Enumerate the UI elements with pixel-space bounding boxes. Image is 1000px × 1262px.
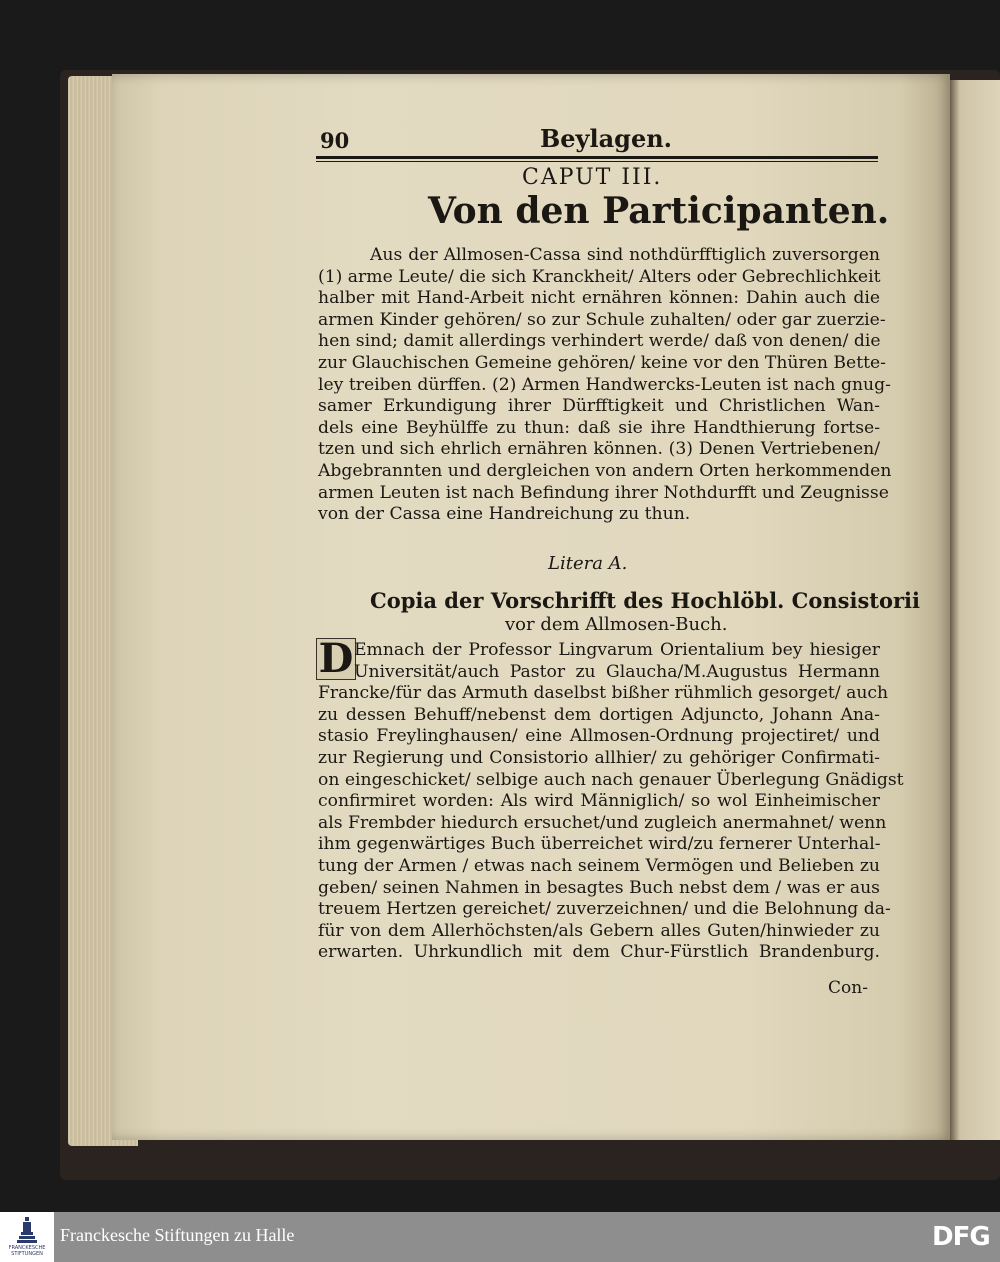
text-line: Universität/auch Pastor zu Glaucha/M.Augustus Hermann: [354, 661, 880, 682]
text-line: armen Leuten ist nach Befindung ihrer Nothdurfft und Zeugnisse: [318, 482, 889, 503]
copia-heading: Copia der Vorschrifft des Hochlöbl. Consistorii: [370, 588, 921, 613]
text-line: confirmiret worden: Als wird Männiglich/ so wol Einheimischer: [318, 791, 880, 812]
text-line: tzen und sich ehrlich ernähren können. (3) Denen Vertriebenen/: [318, 439, 880, 460]
text-line: (1) arme Leute/ die sich Kranckheit/ Alters oder Gebrechlichkeit: [318, 266, 881, 287]
text-line: für von dem Allerhöchsten/als Gebern alles Guten/hinwieder zu: [318, 920, 880, 941]
footer-title[interactable]: Franckesche Stiftungen zu Halle: [60, 1225, 295, 1245]
text-line: samer Erkundigung ihrer Dürfftigkeit und Christlichen Wan-: [318, 396, 880, 417]
footer-bar: [0, 1212, 1000, 1262]
institution-logo[interactable]: [0, 1212, 54, 1262]
logo-text-line: FRANCKESCHE: [8, 1245, 46, 1251]
text-line: Abgebrannten und dergleichen von andern Orten herkommenden: [318, 460, 892, 481]
facing-page-edge: [950, 80, 1000, 1140]
copia-subheading: vor dem Allmosen-Buch.: [505, 614, 728, 635]
running-head: Beylagen.: [540, 124, 673, 153]
logo-text: [2, 1245, 52, 1257]
text-line: Francke/für das Armuth daselbst bißher rühmlich gesorget/ auch: [318, 683, 889, 704]
catchword: Con-: [828, 978, 868, 998]
text-line: zur Glauchischen Gemeine gehören/ keine vor den Thüren Bette-: [318, 352, 886, 373]
text-line: tung der Armen / etwas nach seinem Vermögen und Belieben zu: [318, 855, 880, 876]
text-line: armen Kinder gehören/ so zur Schule zuhalten/ oder gar zuerzie-: [318, 309, 886, 330]
drop-cap: D: [316, 638, 356, 680]
text-line: zur Regierung und Consistorio allhier/ zu gehöriger Confirmati-: [318, 747, 880, 768]
text-line: dels eine Beyhülffe zu thun: daß sie ihre Handthierung fortse-: [318, 417, 880, 438]
text-line: Emnach der Professor Lingvarum Orientalium bey hiesiger: [354, 640, 880, 660]
text-line: von der Cassa eine Handreichung zu thun.: [318, 504, 691, 525]
text-line: stasio Freylinghausen/ eine Allmosen-Ordnung projectiret/ und: [318, 726, 880, 747]
text-line: hen sind; damit allerdings verhindert werde/ daß von denen/ die: [318, 331, 881, 352]
text-line: zu dessen Behuff/nebenst dem dortigen Adjuncto, Johann Ana-: [318, 704, 880, 725]
section-litera: Litera A.: [548, 553, 628, 574]
logo-text-line: STIFTUNGEN: [11, 1251, 43, 1257]
text-line: halber mit Hand-Arbeit nicht ernähren können: Dahin auch die: [318, 288, 880, 309]
chapter-title: Von den Participanten.: [428, 190, 890, 232]
text-line: ihm gegenwärtiges Buch überreichet wird/zu fernerer Unterhal-: [318, 834, 881, 855]
text-line: treuem Hertzen gereichet/ zuverzeichnen/ und die Belohnung da-: [318, 899, 891, 920]
header-rule: [316, 156, 878, 159]
paragraph-copia: [318, 640, 904, 964]
paragraph-participants: [318, 245, 892, 526]
chapter-label: CAPUT III.: [522, 165, 663, 190]
page-number: 90: [320, 128, 350, 153]
text-line: Aus der Allmosen-Cassa sind nothdürfftiglich zuversorgen: [370, 245, 880, 265]
text-line: on eingeschicket/ selbige auch nach genauer Überlegung Gnädigst: [318, 769, 904, 790]
text-line: geben/ seinen Nahmen in besagtes Buch nebst dem / was er aus: [318, 877, 880, 898]
text-line: erwarten. Uhrkundlich mit dem Chur-Fürstlich Brandenburg.: [318, 942, 880, 963]
text-line: ley treiben dürffen. (2) Armen Handwercks-Leuten ist nach gnug-: [318, 374, 891, 395]
header-rule-thin: [316, 161, 878, 162]
dfg-logo[interactable]: DFG: [932, 1222, 990, 1252]
text-line: als Frembder hiedurch ersuchet/und zugleich anermahnet/ wenn: [318, 812, 887, 833]
statue-icon: [17, 1217, 37, 1243]
